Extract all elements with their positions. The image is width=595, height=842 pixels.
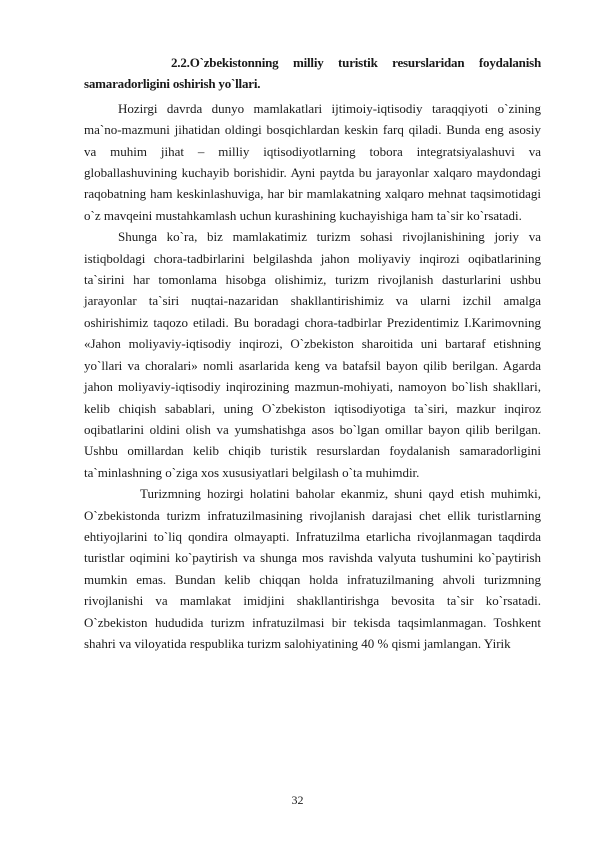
paragraph-1: Hozirgi davrda dunyo mamlakatlari ijtimoiy-iqtisodiy taraqqiyoti o`zining ma`no-mazmuni jihatidan oldingi bosqichlardan keskin farq qiladi. Bunda eng asosiy va muhim jihat – milliy iqtisodiyotlarning tobora integratsiyalashuvi va globallashuvining kuchayib borishidir. Ayni paytda bu jarayonlar xalqaro maydondagi raqobatning ham keskinlashuviga, har bir mamlakatning xalqaro mehnat taqsimotidagi o`z mavqeini mustahkamlash uchun kurashining kuchayishiga ham ta`sir ko`rsatadi. xyxy=(84,100,541,223)
document-page xyxy=(84,52,541,654)
page-number: 32 xyxy=(291,793,304,807)
section-heading: 2.2.O`zbekistonning milliy turistik resurslaridan foydalanish samaradorligini oshirish yo`llari. xyxy=(84,55,541,92)
paragraph-3: Turizmning hozirgi holatini baholar ekanmiz, shuni qayd etish muhimki, O`zbekistonda turizm infratuzilmasining rivojlanish darajasi chet ellik turistlarning ehtiyojlarini to`liq qondira olmayapti. Infratuzilma etarlicha rivojlanmagan taqdirda turistlar oqimini ko`paytirish va shunga mos ravishda valyuta tushumini ko`paytirish mumkin emas. Bundan kelib chiqqan holda infratuzilmaning ahvoli turizmning rivojlanishi va mamlakat imidjini shakllantirishga bevosita ta`sir ko`rsatadi. O`zbekiston hududida turizm infratuzilmasi bir tekisda taqsimlanmagan. Toshkent shahri va viloyatida respublika turizm salohiyatining 40 % qismi jamlangan. Yirik xyxy=(84,486,541,651)
paragraph-2: Shunga ko`ra, biz mamlakatimiz turizm sohasi rivojlanishining joriy va istiqboldagi chora-tadbirlarini belgilashda jahon moliyaviy inqirozi oqibatlarining ta`sirini har tomonlama hisobga olishimiz, turizm rivojlanish dasturlarini ushbu jarayonlar ta`siri nuqtai-nazaridan shakllantirishimiz va ularni izchil amalga oshirishimiz taqozo etiladi. Bu boradagi chora-tadbirlar Prezidentimiz I.Karimovning «Jahon moliyaviy-iqtisodiy inqirozi, O`zbekiston sharoitida uni bartaraf etishning yo`llari va choralari» nomli asarlarida keng va batafsil bayon qilib berilgan. Agarda jahon moliyaviy-iqtisodiy inqirozining mazmun-mohiyati, namoyon bo`lish shakllari, kelib chiqish sabablari, uning O`zbekiston iqtisodiyotiga ta`siri, mazkur inqiroz oqibatlarini oldini olish va yumshatishga asos bo`lgan omillar bayon qilib berilgan. Ushbu omillardan kelib chiqib turistik resurslardan foydalanish samaradorligini ta`minlashning o`ziga xos xususiyatlari belgilash o`ta muhimdir. xyxy=(84,229,541,480)
